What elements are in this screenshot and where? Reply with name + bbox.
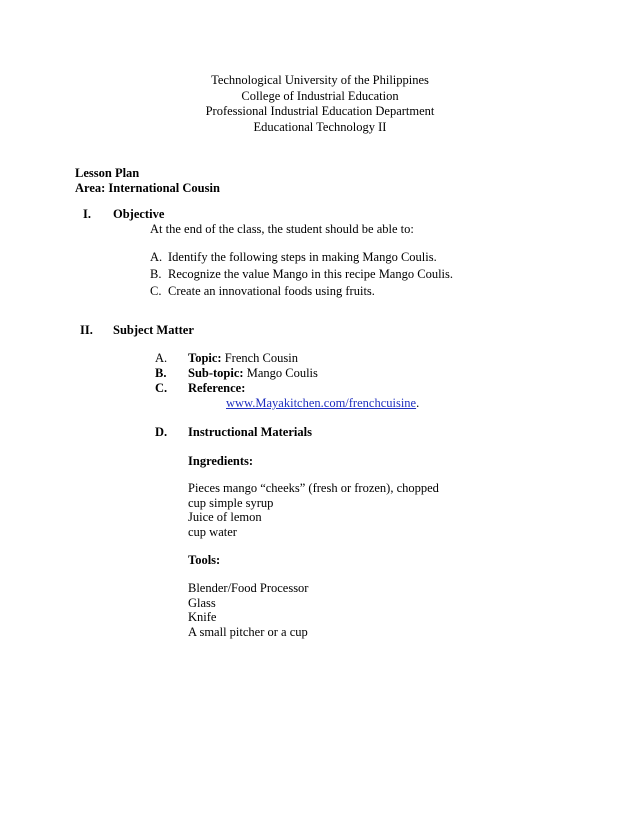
objective-item-b: Recognize the value Mango in this recipe Mango Coulis. <box>168 267 454 281</box>
objective-item-c: Create an innovational foods using fruits. <box>168 284 375 298</box>
objective-intro: At the end of the class, the student should be able to: <box>150 222 414 236</box>
subject-letter-b: B. <box>155 366 167 380</box>
subject-letter-c: C. <box>155 381 168 395</box>
topic-value: French Cousin <box>224 351 298 365</box>
course-name: Educational Technology II <box>253 120 387 134</box>
section1-numeral: I. <box>83 207 91 221</box>
ingredient-item: Pieces mango “cheeks” (fresh or frozen), chopped <box>188 481 439 495</box>
subtopic-line <box>188 366 318 381</box>
materials-letter: D. <box>155 425 168 439</box>
topic-line <box>188 351 298 366</box>
department-name: Professional Industrial Education Department <box>205 104 435 118</box>
section2-numeral: II. <box>80 323 93 337</box>
objective-item-a: Identify the following steps in making Mango Coulis. <box>168 250 437 264</box>
tool-item: Glass <box>188 596 216 610</box>
university-name: Technological University of the Philippines <box>211 73 429 87</box>
subject-letter-a: A. <box>155 351 168 365</box>
tools-heading: Tools: <box>188 553 221 567</box>
tool-item: A small pitcher or a cup <box>188 625 308 639</box>
subtopic-label: Sub-topic: <box>188 366 244 380</box>
subtopic-value: Mango Coulis <box>246 366 318 380</box>
reference-link[interactable]: www.Mayakitchen.com/frenchcuisine <box>226 396 417 410</box>
college-name: College of Industrial Education <box>241 89 399 103</box>
ingredient-item: cup water <box>188 525 237 539</box>
objective-letter-b: B. <box>150 267 162 281</box>
topic-label: Topic: <box>188 351 222 365</box>
section2-heading: Subject Matter <box>113 323 194 337</box>
ingredient-item: Juice of lemon <box>188 510 262 524</box>
tool-item: Knife <box>188 610 217 624</box>
materials-heading: Instructional Materials <box>188 425 312 439</box>
tool-item: Blender/Food Processor <box>188 581 309 595</box>
reference-line <box>226 396 419 411</box>
ingredients-heading: Ingredients: <box>188 454 254 468</box>
objective-letter-a: A. <box>150 250 163 264</box>
ingredient-item: cup simple syrup <box>188 496 274 510</box>
section1-heading: Objective <box>113 207 165 221</box>
doc-title: Lesson Plan <box>75 166 140 180</box>
reference-label: Reference: <box>188 381 246 395</box>
objective-letter-c: C. <box>150 284 162 298</box>
doc-area: Area: International Cousin <box>75 181 220 195</box>
reference-suffix: . <box>416 396 420 410</box>
